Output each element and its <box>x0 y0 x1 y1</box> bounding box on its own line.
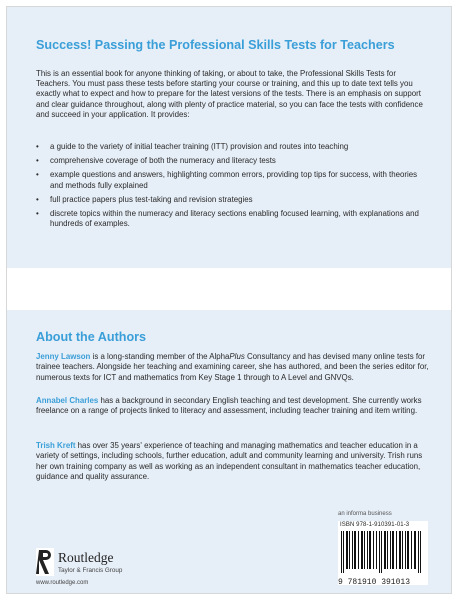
author-bio-text: has over 35 years' experience of teaching and managing mathematics and teacher education in a variety of settings, including schools, further education, adult and community learning and university. Trish runs her own training company as well as working as an independent consultant in mathematics teacher education, guidance and quality assurance. <box>36 441 423 481</box>
intro-paragraph: This is an essential book for anyone thinking of taking, or about to take, the Professional Skills Tests for Teachers. You must pass these tests before starting your course or training, and this up to date text tells you exactly what to expect and how to prepare for the latest versions of the tests. There is an emphasis on support and clear guidance throughout, along with plenty of practice material, so you can face the tests with confidence and succeed in your application. It provides: <box>36 69 423 119</box>
list-item: • comprehensive coverage of both the numeracy and literacy tests <box>36 156 428 166</box>
barcode-digits: 9 781910 391013 <box>338 578 411 587</box>
list-item: • a guide to the variety of initial teacher training (ITT) provision and routes into teaching <box>36 142 428 152</box>
author-bio-jenny-lawson <box>36 352 430 383</box>
authors-heading: About the Authors <box>36 330 147 344</box>
author-bio-annabel-charles <box>36 396 430 417</box>
barcode <box>338 521 428 585</box>
author-name: Jenny Lawson <box>36 352 91 361</box>
author-bio-text: Consultancy and has devised many online tests for trainee teachers. Alongside her teaching and examining career, she has authored, and been the series editor for, numerous texts for ICT and mathematics from Key Stage 1 through to A Level and GNVQs. <box>36 352 429 382</box>
book-title-heading: Success! Passing the Professional Skills Tests for Teachers <box>36 38 395 52</box>
author-bio-italic: Plus <box>229 352 245 361</box>
list-item: • full practice papers plus test-taking and revision strategies <box>36 195 428 205</box>
author-name: Trish Kreft <box>36 441 76 450</box>
author-name: Annabel Charles <box>36 396 99 405</box>
routledge-logo-icon <box>36 548 54 576</box>
list-item: • example questions and answers, highlighting common errors, providing top tips for success, with theories and methods fully explained <box>36 170 428 190</box>
author-bio-text: has a background in secondary English teaching and test development. She currently works freelance on a range of projects linked to literacy and assessment, including teacher training and item writing. <box>36 396 422 416</box>
barcode-icon <box>338 521 428 577</box>
author-bio-text: is a long-standing member of the Alpha <box>90 352 230 361</box>
isbn-number: ISBN 978-1-910391-01-3 <box>340 522 410 528</box>
publisher-name: Routledge <box>58 550 114 565</box>
informa-tagline: an informa business <box>338 511 392 517</box>
publisher-logo <box>36 548 176 588</box>
author-bio-trish-kreft <box>36 441 430 482</box>
publisher-group: Taylor & Francis Group <box>58 567 123 574</box>
list-item: • discrete topics within the numeracy and literacy sections enabling focused learning, with explanations and hundreds of examples. <box>36 209 428 229</box>
feature-list <box>36 142 428 233</box>
publisher-url: www.routledge.com <box>36 580 89 586</box>
